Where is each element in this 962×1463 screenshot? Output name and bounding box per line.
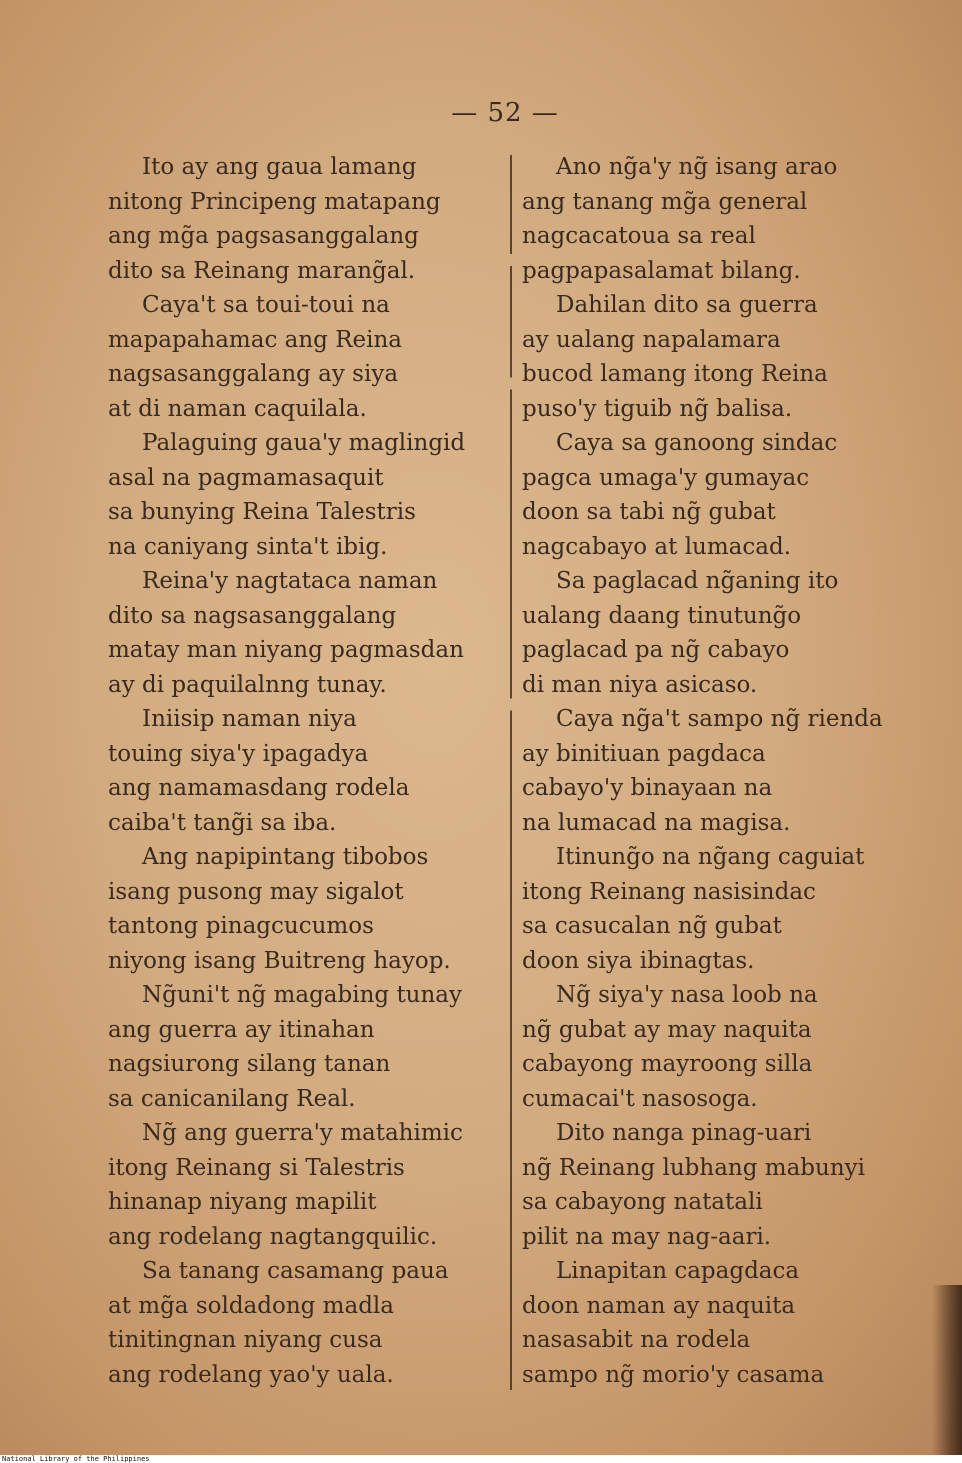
- verse-line: na lumacad na magisa.: [522, 809, 791, 836]
- verse-line: matay man niyang pagmasdan: [108, 637, 464, 663]
- verse-line: Itinung̃o na ng̃ang caguiat: [556, 844, 865, 870]
- column-divider: [510, 155, 512, 1390]
- verse-line: mapapahamac ang Reina: [108, 326, 403, 353]
- verse-line: doon naman ay naquita: [522, 1292, 796, 1319]
- page-number: — 52 —: [451, 98, 559, 128]
- verse-line: cabayong mayroong silla: [522, 1051, 813, 1077]
- verse-line: ang mg̃a pagsasanggalang: [108, 223, 419, 249]
- verse-line: cumacai't nasosoga.: [522, 1085, 758, 1112]
- stanza: [522, 150, 912, 288]
- verse-line: hinanap niyang mapilit: [108, 1189, 377, 1215]
- stanza: [522, 288, 912, 426]
- stanza: [108, 978, 498, 1116]
- stanza: [108, 1254, 498, 1392]
- verse-line: Dito nanga pinag-uari: [556, 1120, 812, 1146]
- stanza: [108, 702, 498, 840]
- stanza: [522, 1254, 912, 1392]
- verse-line: pilit na may nag-aari.: [522, 1223, 772, 1250]
- verse-line: Reina'y nagtataca naman: [142, 568, 438, 594]
- stanza: [522, 1116, 912, 1254]
- stanza: [108, 1116, 498, 1254]
- verse-line: at mg̃a soldadong madla: [108, 1292, 394, 1319]
- verse-line: pagpapasalamat bilang.: [522, 257, 801, 284]
- stanza: [522, 564, 912, 702]
- verse-line: sa casucalan ng̃ gubat: [522, 913, 782, 939]
- verse-line: itong Reinang nasisindac: [522, 878, 816, 905]
- verse-line: at di naman caquilala.: [108, 395, 367, 422]
- verse-line: nagcacatoua sa real: [522, 223, 756, 249]
- verse-line: ay binitiuan pagdaca: [522, 740, 766, 767]
- verse-line: sa bunying Reina Talestris: [108, 499, 416, 525]
- verse-line: nagsiurong silang tanan: [108, 1051, 391, 1077]
- verse-line: Caya't sa toui-toui na: [142, 292, 390, 318]
- verse-line: pagca umaga'y gumayac: [522, 464, 810, 491]
- verse-line: Palaguing gaua'y maglingid: [142, 430, 466, 456]
- verse-line: Linapitan capagdaca: [556, 1258, 800, 1284]
- stanza: [522, 978, 912, 1116]
- right-column: [522, 150, 912, 1392]
- verse-line: ang guerra ay itinahan: [108, 1016, 375, 1043]
- verse-line: Ng̃ siya'y nasa loob na: [556, 982, 818, 1008]
- footer-credit: National Library of the Philippines: [0, 1455, 962, 1463]
- verse-line: paglacad pa ng̃ cabayo: [522, 637, 790, 663]
- left-column: [108, 150, 498, 1392]
- stanza: [108, 840, 498, 978]
- verse-line: Caya ng̃a't sampo ng̃ rienda: [556, 706, 883, 732]
- verse-line: tinitingnan niyang cusa: [108, 1327, 383, 1353]
- stanza: [108, 564, 498, 702]
- stanza: [108, 150, 498, 288]
- verse-line: ng̃ gubat ay may naquita: [522, 1016, 812, 1043]
- verse-line: sampo ng̃ morio'y casama: [522, 1361, 825, 1388]
- verse-line: ualang daang tinutung̃o: [522, 602, 802, 629]
- verse-line: bucod lamang itong Reina: [522, 361, 828, 387]
- verse-line: doon sa tabi ng̃ gubat: [522, 499, 776, 525]
- verse-line: sa canicanilang Real.: [108, 1085, 356, 1112]
- verse-line: ay di paquilalnng tunay.: [108, 671, 387, 698]
- verse-line: Sa paglacad ng̃aning ito: [556, 568, 839, 594]
- verse-line: Ang napipintang tibobos: [142, 844, 429, 870]
- verse-line: tantong pinagcucumos: [108, 913, 374, 939]
- verse-line: nagsasanggalang ay siya: [108, 361, 399, 387]
- verse-line: ang rodelang yao'y uala.: [108, 1361, 394, 1388]
- stanza: [522, 702, 912, 840]
- verse-line: Ng̃ ang guerra'y matahimic: [142, 1120, 463, 1146]
- verse-line: Caya sa ganoong sindac: [556, 430, 838, 456]
- verse-line: Ano ng̃a'y ng̃ isang arao: [556, 154, 838, 180]
- verse-line: touing siya'y ipagadya: [108, 740, 369, 767]
- verse-line: ay ualang napalamara: [522, 326, 781, 353]
- verse-line: ang namamasdang rodela: [108, 775, 410, 801]
- verse-line: di man niya asicaso.: [522, 671, 758, 698]
- verse-line: cabayo'y binayaan na: [522, 775, 773, 801]
- verse-line: itong Reinang si Talestris: [108, 1154, 405, 1181]
- stanza: [108, 288, 498, 426]
- verse-line: nitong Principeng matapang: [108, 188, 441, 215]
- stanza: [522, 426, 912, 564]
- verse-line: Sa tanang casamang paua: [142, 1258, 449, 1284]
- stanza: [108, 426, 498, 564]
- verse-line: caiba't tang̃i sa iba.: [108, 809, 337, 836]
- verse-line: dito sa Reinang marang̃al.: [108, 257, 416, 284]
- verse-line: isang pusong may sigalot: [108, 878, 404, 905]
- verse-line: Ng̃uni't ng̃ magabing tunay: [142, 982, 463, 1008]
- verse-line: Ito ay ang gaua lamang: [142, 154, 417, 180]
- verse-line: Dahilan dito sa guerra: [556, 292, 818, 318]
- verse-line: nagcabayo at lumacad.: [522, 533, 792, 560]
- verse-line: ng̃ Reinang lubhang mabunyi: [522, 1154, 865, 1181]
- verse-line: doon siya ibinagtas.: [522, 947, 755, 974]
- verse-line: nasasabit na rodela: [522, 1327, 751, 1353]
- stanza: [522, 840, 912, 978]
- page-edge-shadow: [932, 1285, 962, 1455]
- verse-line: niyong isang Buitreng hayop.: [108, 947, 451, 974]
- verse-line: ang rodelang nagtangquilic.: [108, 1223, 438, 1250]
- verse-line: dito sa nagsasanggalang: [108, 602, 397, 629]
- verse-line: puso'y tiguib ng̃ balisa.: [522, 395, 793, 422]
- verse-line: ang tanang mg̃a general: [522, 188, 808, 215]
- verse-line: sa cabayong natatali: [522, 1189, 763, 1215]
- verse-line: asal na pagmamasaquit: [108, 464, 384, 491]
- verse-line: Iniisip naman niya: [142, 706, 357, 732]
- verse-line: na caniyang sinta't ibig.: [108, 533, 388, 560]
